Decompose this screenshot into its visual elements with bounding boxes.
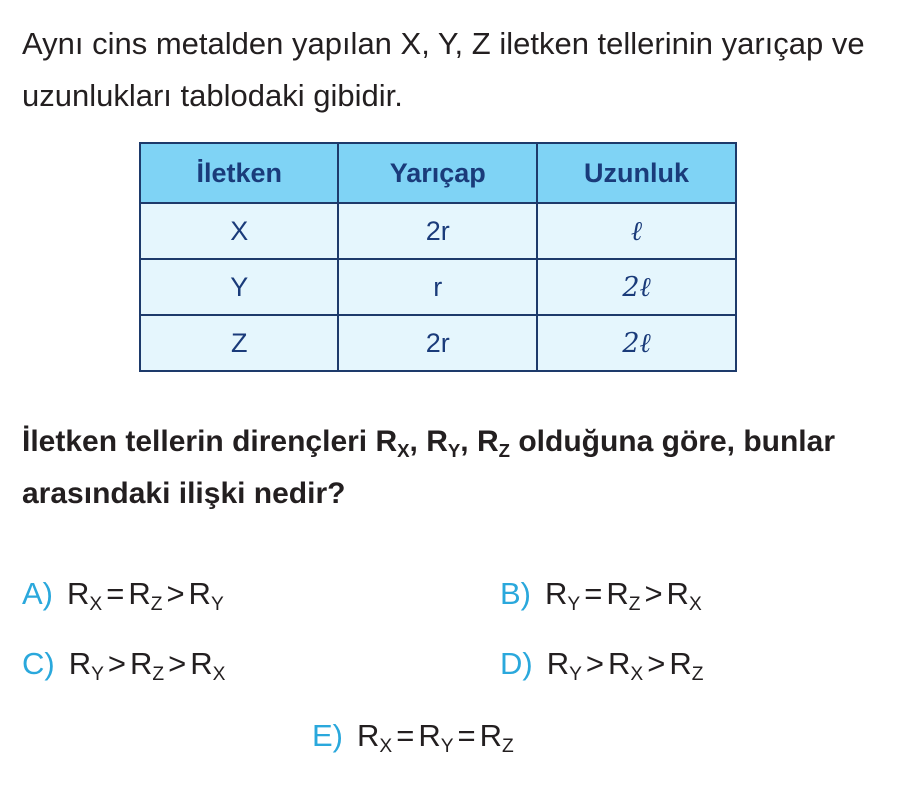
operator: > — [585, 646, 605, 681]
cell-length: 2ℓ — [537, 259, 736, 315]
r-symbol: R — [130, 646, 153, 681]
r-symbol: R — [357, 718, 380, 753]
r-symbol: R — [188, 576, 211, 611]
option-c[interactable] — [22, 646, 226, 686]
r-symbol: R — [67, 576, 90, 611]
subscript: Z — [150, 594, 163, 616]
header-length: Uzunluk — [537, 143, 736, 203]
subscript-z: Z — [498, 439, 510, 461]
header-radius: Yarıçap — [338, 143, 537, 203]
question-sep1: , R — [409, 425, 448, 458]
operator: = — [584, 576, 603, 611]
option-letter: D) — [500, 646, 533, 681]
conductor-table — [139, 142, 737, 372]
option-a[interactable] — [22, 576, 224, 616]
subscript: X — [89, 594, 103, 616]
subscript: Z — [502, 736, 514, 758]
cell-radius: 2r — [338, 315, 537, 371]
question-sep2: , R — [460, 425, 499, 458]
table-row — [140, 203, 736, 259]
operator: > — [107, 646, 127, 681]
table-row — [140, 315, 736, 371]
question-part2: olduğuna göre, bunlar arasındaki ilişki nedir? — [22, 425, 835, 510]
subscript: Y — [440, 736, 454, 758]
subscript: Z — [152, 664, 165, 686]
r-symbol: R — [68, 646, 92, 681]
operator: > — [166, 576, 185, 611]
option-letter: E) — [312, 718, 343, 753]
subscript: Z — [691, 664, 704, 686]
header-conductor: İletken — [140, 143, 338, 203]
cell-conductor: Z — [140, 315, 338, 371]
subscript: Y — [569, 664, 582, 686]
subscript: X — [688, 594, 702, 616]
subscript-x: X — [397, 439, 410, 461]
r-symbol: R — [545, 576, 568, 611]
subscript-y: Y — [447, 439, 461, 461]
r-symbol: R — [666, 576, 689, 611]
r-symbol: R — [608, 646, 631, 681]
subscript: Y — [567, 594, 581, 616]
question-text — [22, 416, 902, 520]
subscript: Z — [628, 594, 641, 616]
r-symbol: R — [606, 576, 629, 611]
operator: > — [168, 646, 187, 681]
subscript: Y — [91, 664, 104, 686]
cell-length: 2ℓ — [537, 315, 736, 371]
option-letter: C) — [22, 646, 55, 681]
r-symbol: R — [546, 646, 570, 681]
subscript: X — [379, 736, 393, 758]
intro-text: Aynı cins metalden yapılan X, Y, Z iletken tellerinin yarıçap ve uzunlukları tablodaki gibidir. — [22, 26, 865, 113]
r-symbol: R — [479, 718, 503, 753]
subscript: Y — [210, 594, 224, 616]
cell-conductor: Y — [140, 259, 338, 315]
table-row — [140, 259, 736, 315]
operator: = — [396, 718, 415, 753]
r-symbol: R — [128, 576, 151, 611]
operator: > — [644, 576, 663, 611]
cell-radius: 2r — [338, 203, 537, 259]
operator: = — [457, 718, 476, 753]
subscript: X — [630, 664, 644, 686]
table-header-row — [140, 143, 736, 203]
cell-conductor: X — [140, 203, 338, 259]
option-letter: A) — [22, 576, 53, 611]
cell-length: ℓ — [537, 203, 736, 259]
r-symbol: R — [190, 646, 213, 681]
operator: = — [106, 576, 125, 611]
subscript: X — [212, 664, 226, 686]
operator: > — [647, 646, 666, 681]
r-symbol: R — [418, 718, 441, 753]
cell-radius: r — [338, 259, 537, 315]
question-part1: İletken tellerin dirençleri R — [22, 425, 398, 458]
option-d[interactable] — [500, 646, 704, 686]
option-e[interactable] — [312, 718, 514, 758]
option-letter: B) — [500, 576, 531, 611]
option-b[interactable] — [500, 576, 702, 616]
r-symbol: R — [669, 646, 692, 681]
